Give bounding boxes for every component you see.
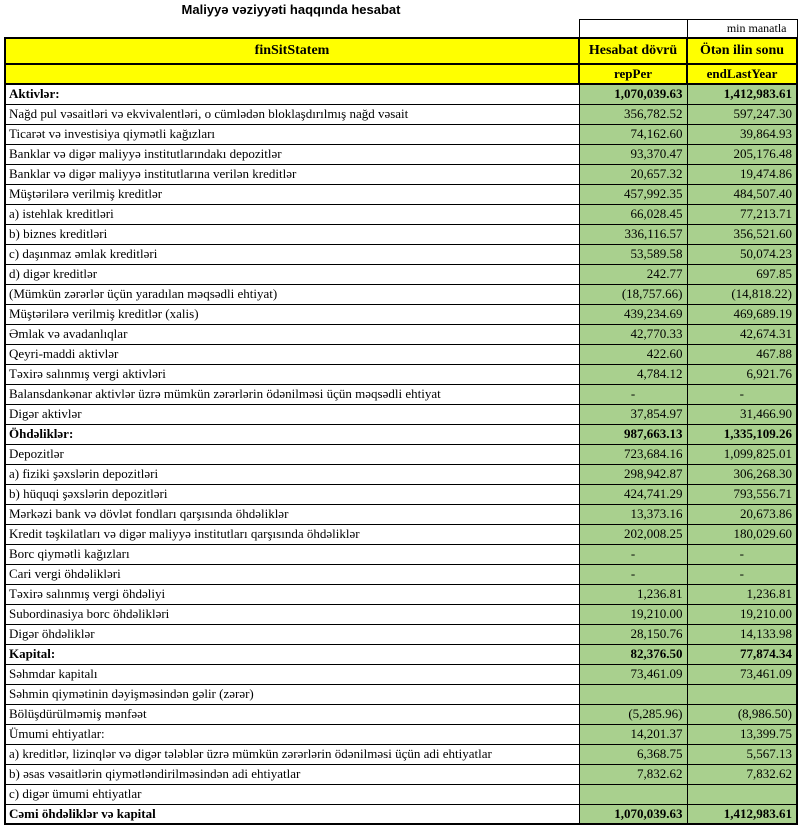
table-row [5,644,797,664]
table-row [5,284,797,304]
row-value-end-last-year: 793,556.71 [687,484,797,504]
row-value-report-period: 7,832.62 [579,764,687,784]
table-row [5,764,797,784]
row-value-report-period: 1,070,039.63 [579,84,687,104]
table-row [5,304,797,324]
row-value-end-last-year: 7,832.62 [687,764,797,784]
row-label: Əmlak və avadanlıqlar [5,324,579,344]
row-label: Ümumi ehtiyatlar: [5,724,579,744]
row-label: b) biznes kreditləri [5,224,579,244]
row-value-report-period: 6,368.75 [579,744,687,764]
table-row [5,724,797,744]
report-table-body [5,84,797,824]
table-row [5,624,797,644]
row-value-report-period: 723,684.16 [579,444,687,464]
row-value-report-period [579,684,687,704]
table-row [5,264,797,284]
unit-empty-cell [579,20,687,39]
row-label: Mərkəzi bank və dövlət fondları qarşısında öhdəliklər [5,504,579,524]
table-row [5,184,797,204]
row-label: Aktivlər: [5,84,579,104]
subheader-empty-cell [5,64,579,84]
table-row [5,504,797,524]
row-value-end-last-year: 39,864.93 [687,124,797,144]
row-value-report-period: 66,028.45 [579,204,687,224]
row-value-report-period: 19,210.00 [579,604,687,624]
row-value-end-last-year: 484,507.40 [687,184,797,204]
header-row [5,38,797,64]
table-row [5,464,797,484]
row-value-report-period: 987,663.13 [579,424,687,444]
row-label: a) kreditlər, lizinqlər və digər tələblər üzrə mümkün zərərlərin ödənilməsi üçün adi ehtiyatlar [5,744,579,764]
row-value-end-last-year: 19,474.86 [687,164,797,184]
row-label: Ticarət və investisiya qiymətli kağızları [5,124,579,144]
row-value-end-last-year: 1,236.81 [687,584,797,604]
table-row [5,784,797,804]
table-row [5,544,797,564]
row-label: Depozitlər [5,444,579,464]
row-value-end-last-year: 1,412,983.61 [687,84,797,104]
row-value-end-last-year: 356,521.60 [687,224,797,244]
table-row [5,244,797,264]
row-value-end-last-year: 42,674.31 [687,324,797,344]
table-row [5,404,797,424]
row-label: Kapital: [5,644,579,664]
row-value-end-last-year: 697.85 [687,264,797,284]
row-label: b) əsas vəsaitlərin qiymətləndirilməsindən adi ehtiyatlar [5,764,579,784]
row-value-report-period: 74,162.60 [579,124,687,144]
row-value-end-last-year: 73,461.09 [687,664,797,684]
row-label: Kredit təşkilatları və digər maliyyə institutları qarşısında öhdəliklər [5,524,579,544]
row-value-end-last-year: 20,673.86 [687,504,797,524]
row-value-report-period: 53,589.58 [579,244,687,264]
row-label: Nağd pul vəsaitləri və ekvivalentləri, o cümlədən bloklaşdırılmış nağd vəsait [5,104,579,124]
unit-note: min manatla [687,20,797,39]
table-row [5,444,797,464]
row-label: Qeyri-maddi aktivlər [5,344,579,364]
subheader-row [5,64,797,84]
row-value-report-period [579,784,687,804]
row-label: Öhdəliklər: [5,424,579,444]
row-value-report-period: 298,942.87 [579,464,687,484]
row-value-report-period: 73,461.09 [579,664,687,684]
row-value-report-period: 356,782.52 [579,104,687,124]
table-row [5,424,797,444]
row-value-report-period: 439,234.69 [579,304,687,324]
table-row [5,204,797,224]
table-row [5,324,797,344]
table-row [5,684,797,704]
row-value-end-last-year: 467.88 [687,344,797,364]
row-value-end-last-year: 180,029.60 [687,524,797,544]
row-value-end-last-year: 77,874.34 [687,644,797,664]
table-row [5,524,797,544]
table-row [5,744,797,764]
table-row [5,224,797,244]
row-label: Təxirə salınmış vergi öhdəliyi [5,584,579,604]
row-value-end-last-year: 306,268.30 [687,464,797,484]
row-label: d) digər kreditlər [5,264,579,284]
row-value-report-period: 42,770.33 [579,324,687,344]
row-value-end-last-year: 31,466.90 [687,404,797,424]
row-value-end-last-year: 13,399.75 [687,724,797,744]
row-value-end-last-year: 50,074.23 [687,244,797,264]
row-label: Müştərilərə verilmiş kreditlər [5,184,579,204]
table-row [5,144,797,164]
header-statement-label: finSitStatem [5,38,579,64]
row-value-report-period: - [579,544,687,564]
row-value-end-last-year: 6,921.76 [687,364,797,384]
row-value-report-period: 93,370.47 [579,144,687,164]
row-label: Cəmi öhdəliklər və kapital [5,804,579,824]
row-label: Digər aktivlər [5,404,579,424]
row-value-end-last-year: 1,412,983.61 [687,804,797,824]
row-value-report-period: 1,070,039.63 [579,804,687,824]
table-row [5,164,797,184]
row-label: b) hüquqi şəxslərin depozitləri [5,484,579,504]
table-row [5,584,797,604]
table-row [5,804,797,824]
header-end-last-year: Ötən ilin sonu [687,38,797,64]
row-label: a) fiziki şəxslərin depozitləri [5,464,579,484]
row-value-end-last-year: 14,133.98 [687,624,797,644]
row-label: c) daşınmaz əmlak kreditləri [5,244,579,264]
row-value-report-period: 82,376.50 [579,644,687,664]
row-label: Digər öhdəliklər [5,624,579,644]
table-row [5,664,797,684]
table-row [5,604,797,624]
table-row [5,84,797,104]
row-value-end-last-year: (8,986.50) [687,704,797,724]
row-label: Banklar və digər maliyyə institutlarına verilən kreditlər [5,164,579,184]
table-row [5,564,797,584]
table-row [5,704,797,724]
row-value-report-period: 13,373.16 [579,504,687,524]
row-value-report-period: 242.77 [579,264,687,284]
row-label: a) istehlak kreditləri [5,204,579,224]
table-row [5,124,797,144]
page-title: Maliyyə vəziyyəti haqqında hesabat [181,2,401,17]
row-value-end-last-year: - [687,544,797,564]
table-row [5,484,797,504]
financial-statement-table [4,19,798,825]
row-value-end-last-year: 77,213.71 [687,204,797,224]
table-row [5,364,797,384]
row-value-report-period: 1,236.81 [579,584,687,604]
row-value-report-period: 457,992.35 [579,184,687,204]
row-value-report-period: (5,285.96) [579,704,687,724]
table-row [5,344,797,364]
row-value-report-period: 422.60 [579,344,687,364]
row-value-report-period: 28,150.76 [579,624,687,644]
row-value-end-last-year: (14,818.22) [687,284,797,304]
row-value-end-last-year: - [687,384,797,404]
subheader-end-last-year: endLastYear [687,64,797,84]
row-label: Banklar və digər maliyyə institutlarındakı depozitlər [5,144,579,164]
header-report-period: Hesabat dövrü [579,38,687,64]
row-value-report-period: 4,784.12 [579,364,687,384]
table-row [5,384,797,404]
row-value-end-last-year: 19,210.00 [687,604,797,624]
row-value-report-period: (18,757.66) [579,284,687,304]
row-label: Səhmin qiymətinin dəyişməsindən gəlir (zərər) [5,684,579,704]
row-label: Səhmdar kapitalı [5,664,579,684]
row-value-report-period: 37,854.97 [579,404,687,424]
row-value-end-last-year [687,784,797,804]
row-value-end-last-year: 1,099,825.01 [687,444,797,464]
row-value-end-last-year [687,684,797,704]
row-value-report-period: 14,201.37 [579,724,687,744]
row-value-end-last-year: - [687,564,797,584]
row-label: (Mümkün zərərlər üçün yaradılan məqsədli ehtiyat) [5,284,579,304]
row-label: Subordinasiya borc öhdəlikləri [5,604,579,624]
unit-row [5,20,797,39]
row-label: Balansdankənar aktivlər üzrə mümkün zərərlərin ödənilməsi üçün məqsədli ehtiyat [5,384,579,404]
row-label: Müştərilərə verilmiş kreditlər (xalis) [5,304,579,324]
row-label: Təxirə salınmış vergi aktivləri [5,364,579,384]
row-value-end-last-year: 5,567.13 [687,744,797,764]
row-label: Bölüşdürülməmiş mənfəət [5,704,579,724]
row-value-end-last-year: 469,689.19 [687,304,797,324]
row-value-report-period: 424,741.29 [579,484,687,504]
row-value-end-last-year: 1,335,109.26 [687,424,797,444]
row-value-report-period: 202,008.25 [579,524,687,544]
subheader-rep-per: repPer [579,64,687,84]
row-label: Cari vergi öhdəlikləri [5,564,579,584]
row-label: c) digər ümumi ehtiyatlar [5,784,579,804]
row-value-end-last-year: 597,247.30 [687,104,797,124]
row-value-report-period: 336,116.57 [579,224,687,244]
row-value-report-period: 20,657.32 [579,164,687,184]
row-value-report-period: - [579,384,687,404]
table-row [5,104,797,124]
row-value-end-last-year: 205,176.48 [687,144,797,164]
top-left-spacer-cell [5,20,579,39]
row-value-report-period: - [579,564,687,584]
row-label: Borc qiymətli kağızları [5,544,579,564]
